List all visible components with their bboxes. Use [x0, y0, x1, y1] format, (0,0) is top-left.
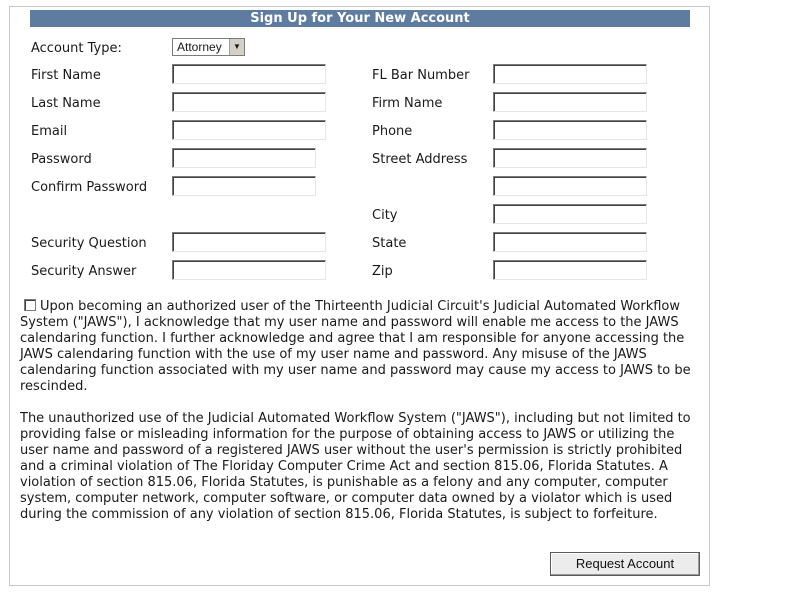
chevron-down-icon[interactable]: ▼ [229, 39, 244, 55]
account-type-select[interactable] [172, 38, 245, 56]
fl-bar-number-field[interactable] [493, 64, 647, 84]
password-label: Password [31, 152, 92, 167]
security-answer-field[interactable] [172, 260, 326, 280]
street-address-field[interactable] [493, 148, 647, 168]
request-account-button[interactable]: Request Account [550, 552, 700, 576]
confirm-password-field[interactable] [172, 176, 316, 196]
confirm-password-label: Confirm Password [31, 180, 148, 195]
agreement-text: Upon becoming an authorized user of the Thirteenth Judicial Circuit's Judicial Automated Workflow System ("JAWS"), I acknowledge that my user name and password will enable me access to the JAWS calendaring function. I further acknowledge and agree that I am responsible for anyone accessing the JAWS calendaring function with the use of my user name and password. Any misuse of the JAWS calendaring function associated with my user name and password may cause my access to JAWS to be rescinded. [20, 299, 691, 394]
firm-name-label: Firm Name [372, 96, 443, 111]
account-type-label: Account Type: [31, 41, 122, 56]
street-address-line2-field[interactable] [493, 176, 647, 196]
warning-text: The unauthorized use of the Judicial Automated Workflow System ("JAWS"), including but not limited to providing false or misleading information for the purpose of obtaining access to JAWS or utilizing the user name and password of a registered JAWS user without the user's permission is strictly prohibited and a criminal violation of The Floriday Computer Crime Act and section 815.06, Florida Statutes. A violation of section 815.06, Florida Statutes, is punishable as a felony and any computer, computer system, computer network, computer software, or computer data owned by a violator which is used during the commission of any violation of section 815.06, Florida Statutes, is subject to forfeiture. [20, 411, 691, 522]
phone-field[interactable] [493, 120, 647, 140]
state-label: State [372, 236, 407, 251]
account-type-value: Attorney [177, 40, 222, 54]
zip-label: Zip [372, 264, 393, 279]
street-address-label: Street Address [372, 152, 468, 167]
page-title: Sign Up for Your New Account [30, 10, 690, 27]
security-answer-label: Security Answer [31, 264, 137, 279]
city-field[interactable] [493, 204, 647, 224]
first-name-label: First Name [31, 68, 101, 83]
zip-field[interactable] [493, 260, 647, 280]
first-name-field[interactable] [172, 64, 326, 84]
email-field[interactable] [172, 120, 326, 140]
security-question-label: Security Question [31, 236, 147, 251]
password-field[interactable] [172, 148, 316, 168]
fl-bar-number-label: FL Bar Number [372, 68, 470, 83]
city-label: City [372, 208, 398, 223]
security-question-field[interactable] [172, 232, 326, 252]
last-name-field[interactable] [172, 92, 326, 112]
last-name-label: Last Name [31, 96, 101, 111]
signup-panel [9, 6, 710, 586]
state-field[interactable] [493, 232, 647, 252]
email-label: Email [31, 124, 68, 139]
firm-name-field[interactable] [493, 92, 647, 112]
phone-label: Phone [372, 124, 413, 139]
